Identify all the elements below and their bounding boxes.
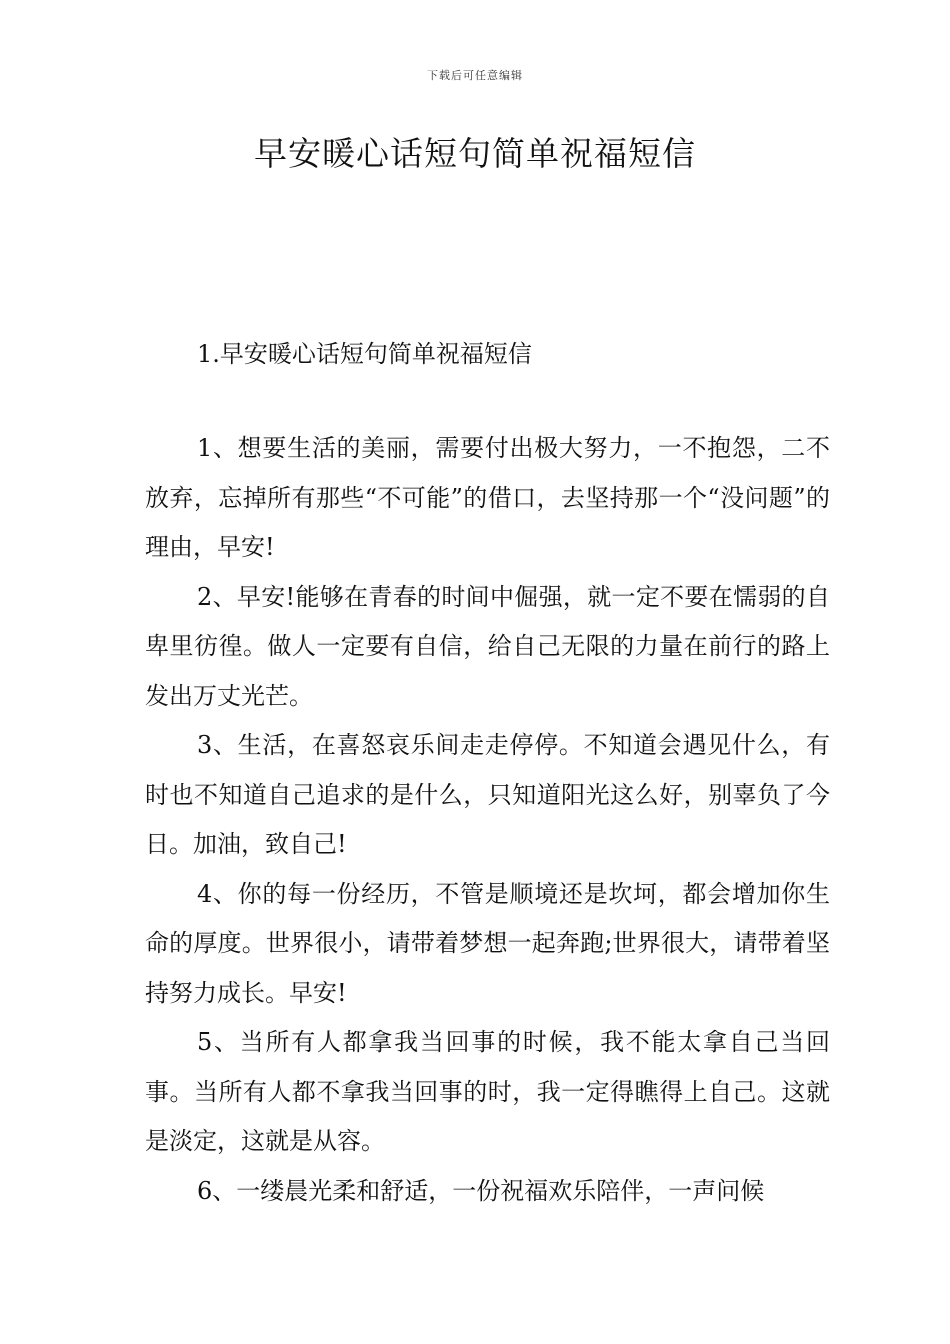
section-heading: 1.早安暖心话短句简单祝福短信 xyxy=(197,340,532,368)
paragraph-4: 4、你的每一份经历，不管是顺境还是坎坷，都会增加你生命的厚度。世界很小，请带着梦想一起奔跑;世界很大，请带着坚持努力成长。早安! xyxy=(145,879,830,1007)
paragraph-3: 3、生活，在喜怒哀乐间走走停停。不知道会遇见什么，有时也不知道自己追求的是什么，只知道阳光这么好，别辜负了今日。加油，致自己! xyxy=(145,731,830,858)
paragraph-6: 6、一缕晨光柔和舒适，一份祝福欢乐陪伴，一声问候 xyxy=(197,1176,765,1205)
header-note: 下载后可任意编辑 xyxy=(427,69,523,82)
paragraph-5: 5、当所有人都拿我当回事的时候，我不能太拿自己当回事。当所有人都不拿我当回事的时，我一定得瞧得上自己。这就是淡定，这就是从容。 xyxy=(145,1028,830,1155)
paragraph-1: 1、想要生活的美丽，需要付出极大努力，一不抱怨，二不放弃，忘掉所有那些“不可能”的借口，去坚持那一个“没问题”的理由，早安! xyxy=(145,434,830,561)
paragraph-2: 2、早安!能够在青春的时间中倔强，就一定不要在懦弱的自卑里彷徨。做人一定要有自信，给自己无限的力量在前行的路上发出万丈光芒。 xyxy=(145,582,830,710)
document-title: 早安暖心话短句简单祝福短信 xyxy=(254,134,696,173)
body-text xyxy=(145,424,830,1216)
